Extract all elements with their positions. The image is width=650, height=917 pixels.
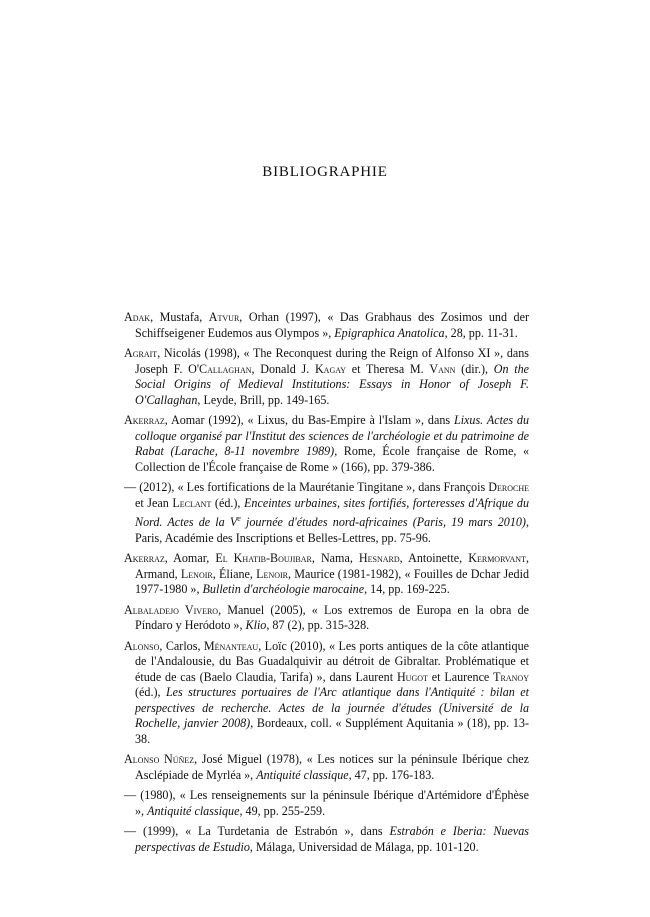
author-name: Lenoir xyxy=(180,566,213,581)
entry-text: (éd.), xyxy=(211,495,245,510)
bibliography-entry xyxy=(124,413,529,475)
author-name: Hugot xyxy=(396,669,428,684)
entry-text: , José Miguel (1978), « Les notices sur la péninsule Ibérique chez Asclépiade de Myrléa », xyxy=(135,752,529,782)
title-text: Les structures portuaires de l'Arc atlantique dans l'Antiquité : bilan et perspectives de recherche. Actes de la journée d'études (Université de la Rochelle, janvier 2008) xyxy=(135,685,529,731)
title-text: Klio xyxy=(245,618,267,633)
title-text: Estrabón e Iberia: Nuevas perspectivas de Estudio xyxy=(135,824,529,854)
bibliography-list xyxy=(124,310,529,860)
author-name: Vann xyxy=(429,361,456,376)
title-text: Lixus. Actes du colloque organisé par l'Institut des sciences de l'archéologie et du patrimoine de Rabat (Larache, 8-11 novembre 1989) xyxy=(135,413,529,458)
entry-text: , Mustafa, xyxy=(150,310,209,324)
entry-text: , Málaga, Universidad de Málaga, pp. 101-120. xyxy=(249,839,479,854)
bibliography-entry xyxy=(124,639,529,748)
entry-text: , 49, pp. 255-259. xyxy=(239,803,326,818)
entry-text: , Aomar, xyxy=(164,551,216,566)
entry-text: et Jean xyxy=(135,495,173,510)
entry-text: — (1999), « La Turdetania de Estrabón », dans xyxy=(124,824,390,839)
entry-text: , Orhan (1997), « Das Grabhaus des Zosimos und der Schiffseigener Eudemos aus Olympos », xyxy=(135,310,529,340)
author-name: Ménanteau xyxy=(203,638,259,653)
bibliography-entry xyxy=(124,480,529,546)
entry-text: , Bordeaux, coll. « Supplément Aquitania » (18), pp. 13-38. xyxy=(135,716,529,746)
bibliography-entry xyxy=(124,551,529,598)
author-name: Akerraz xyxy=(124,551,165,566)
entry-text: (dir.), xyxy=(455,361,494,376)
author-name: Tranoy xyxy=(493,669,529,684)
entry-text: , Éliane, xyxy=(212,566,257,581)
author-name: Alonso Núñez xyxy=(124,752,195,767)
entry-text: , Donald J. xyxy=(251,361,315,376)
bibliography-entry xyxy=(124,824,529,855)
entry-text: , Nama, xyxy=(311,551,359,566)
entry-text: , Nicolás (1998), « The Reconquest during the Reign of Alfonso XI », dans Joseph F. xyxy=(135,346,529,376)
entry-text: , 28, pp. 11-31. xyxy=(444,325,518,340)
entry-text: , Maurice (1981-1982), « Fouilles de Dchar Jedid 1977-1980 », xyxy=(135,566,530,597)
title-text: Antiquité classique xyxy=(256,767,349,782)
title-text: Epigraphica Anatolica xyxy=(334,325,445,340)
title-text: Enceintes urbaines, sites fortifiés, forteresses d'Afrique du Nord. Actes de la V xyxy=(135,495,529,530)
author-name: Kagay xyxy=(314,361,347,376)
bibliography-entry xyxy=(124,788,529,819)
bibliography-entry xyxy=(124,752,529,783)
entry-text: , Leyde, Brill, pp. 149-165. xyxy=(197,392,330,407)
bibliography-entry xyxy=(124,310,529,341)
entry-text: , 87 (2), pp. 315-328. xyxy=(266,618,370,633)
entry-text: , Carlos, xyxy=(159,638,204,653)
author-name: Atvur xyxy=(208,310,240,324)
entry-text: , Rome, École française de Rome, « Collection de l'École française de Rome » (166), pp. 379-386. xyxy=(135,444,529,474)
author-name: O'Callaghan xyxy=(188,361,252,376)
author-name: El Khatib-Boujibar xyxy=(215,551,312,566)
entry-text: , Loïc (2010), « Les ports antiques de la côte atlantique de l'Andalousie, du Bas Guadalquivir au détroit de Gibraltar. Problématique et étude de cas (Baelo Claudia, Tarifa) », dans Laurent xyxy=(135,638,529,684)
author-name: Leclant xyxy=(172,495,212,510)
author-name: Deroche xyxy=(488,480,529,494)
author-name: Agrait xyxy=(124,346,158,360)
entry-text: , Paris, Académie des Inscriptions et Belles-Lettres, pp. 75-96. xyxy=(135,515,529,545)
title-text: On the Social Origins of Medieval Institutions: Essays in Honor of Joseph F. O'Callaghan xyxy=(135,361,529,407)
entry-text: , Manuel (2005), « Los extremos de Europa en la obra de Píndaro y Heródoto », xyxy=(135,602,530,633)
entry-text: e xyxy=(237,514,241,523)
bibliography-entry xyxy=(124,346,529,408)
entry-text: , 47, pp. 176-183. xyxy=(348,767,435,782)
author-name: Akerraz xyxy=(124,413,165,427)
entry-text: et Laurence xyxy=(427,669,494,684)
entry-text: , Armand, xyxy=(135,551,529,581)
title-text: Antiquité classique xyxy=(147,803,240,818)
title-text: journée d'études nord-africaines (Paris, 19 mars 2010) xyxy=(240,515,526,530)
entry-text: — (1980), « Les renseignements sur la péninsule Ibérique d'Artémidore d'Éphèse », xyxy=(124,788,529,818)
title-text: Bulletin d'archéologie marocaine xyxy=(202,582,365,597)
entry-text: et Theresa M. xyxy=(346,361,430,376)
bibliography-entry xyxy=(124,603,529,634)
entry-text: , Aomar (1992), « Lixus, du Bas-Empire à l'Islam », dans xyxy=(164,413,454,427)
author-name: Kermorvant xyxy=(468,551,526,566)
author-name: Alonso xyxy=(124,638,160,653)
entry-text: , Antoinette, xyxy=(399,551,469,566)
entry-text: — (2012), « Les fortifications de la Maurétanie Tingitane », dans François xyxy=(124,480,489,494)
author-name: Albaladejo Vivero xyxy=(124,602,219,617)
page-title: BIBLIOGRAPHIE xyxy=(262,164,388,180)
author-name: Hesnard xyxy=(358,551,400,566)
entry-text: , 14, pp. 169-225. xyxy=(364,582,450,597)
author-name: Adak xyxy=(124,310,151,324)
entry-text: (éd.), xyxy=(135,685,166,700)
author-name: Lenoir xyxy=(256,566,289,581)
